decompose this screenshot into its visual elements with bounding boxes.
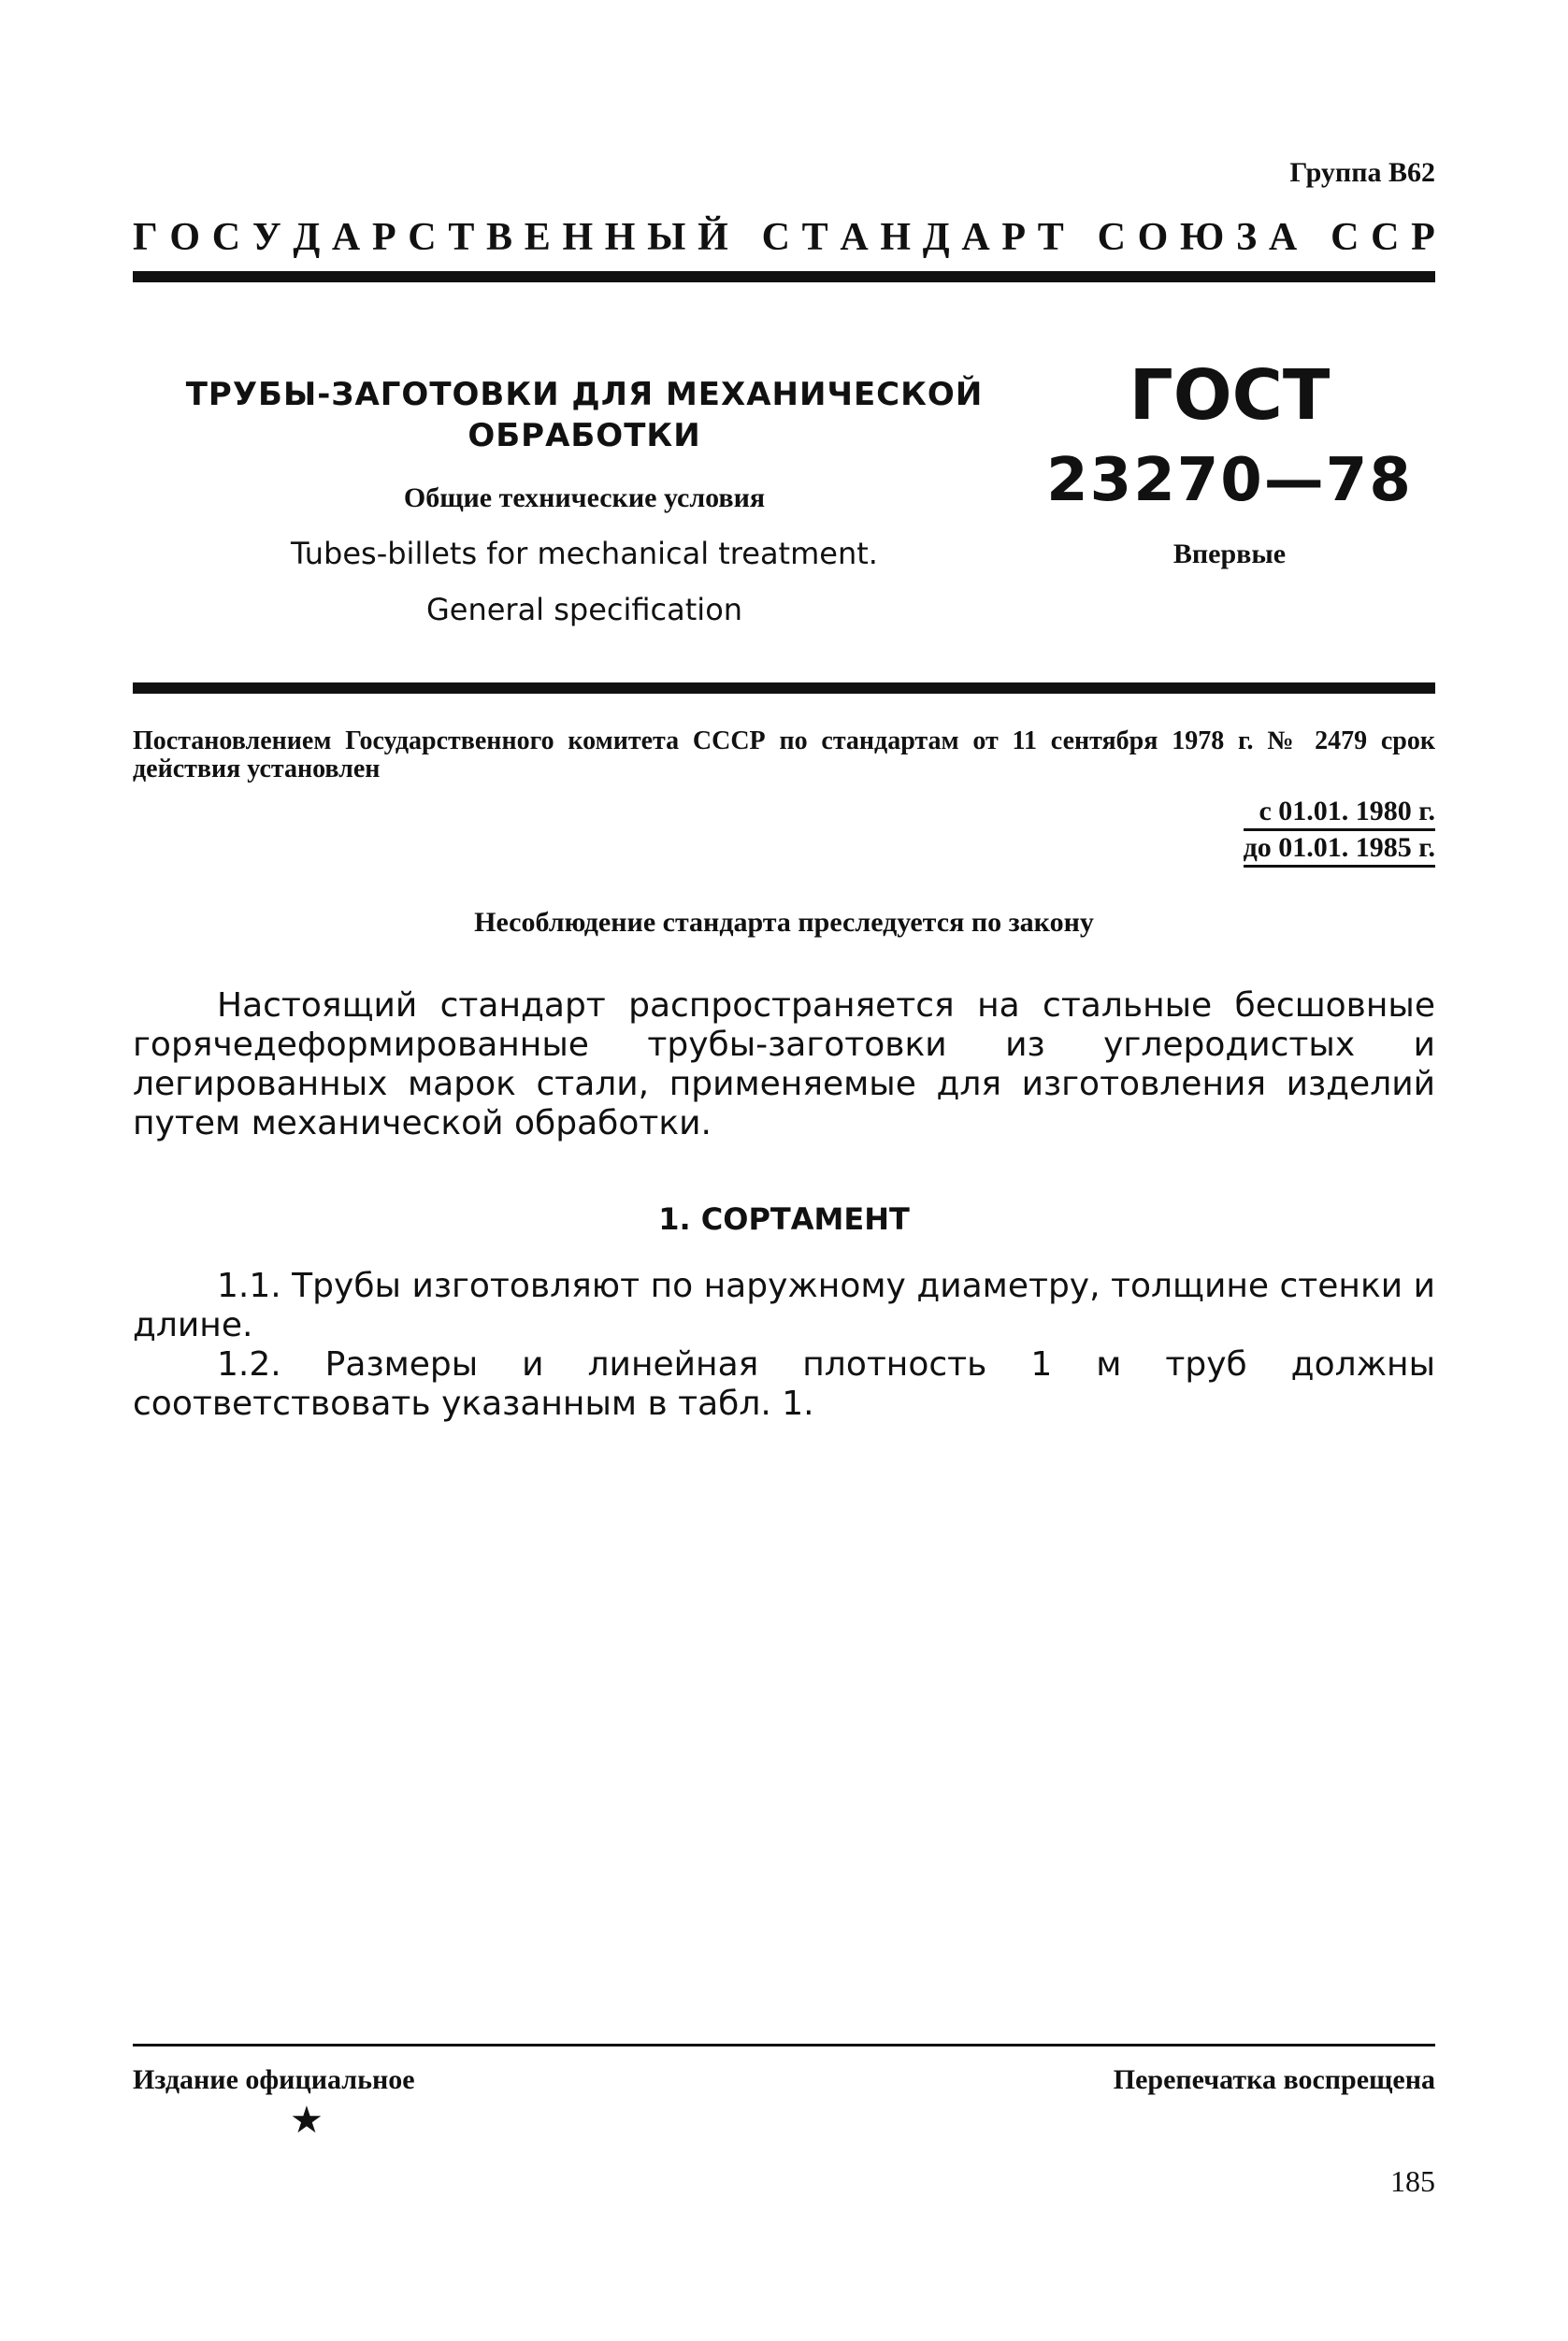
- state-title-letter: [1309, 215, 1319, 260]
- intro-text: Настоящий стандарт распространяется на стальные бесшовные горячедеформированные трубы-заготовки из углеродистых и легированных марок стали, применяемые для изготовления изделий путем механической обработки.: [133, 986, 1435, 1142]
- clause-1-1: 1.1. Трубы изготовляют по наружному диаметру, толщине стенки и длине.: [133, 1267, 1435, 1344]
- state-title-letter: Т: [448, 216, 475, 259]
- title-line-2: ОБРАБОТКИ: [468, 417, 701, 454]
- state-title-letter: Г: [133, 216, 158, 259]
- first-edition-note: Впервые: [1172, 539, 1287, 569]
- state-title-letter: Ы: [647, 216, 686, 259]
- state-title-letter: Е: [524, 216, 551, 259]
- state-title-letter: С: [1097, 216, 1126, 259]
- state-title-letter: С: [761, 216, 790, 259]
- state-title-letter: Й: [698, 216, 728, 259]
- state-title-letter: Р: [1411, 216, 1435, 259]
- validity-dates: [1244, 795, 1435, 868]
- state-title-letter: А: [331, 216, 361, 259]
- state-title-letter: О: [169, 216, 201, 259]
- state-title-letter: [1075, 215, 1086, 260]
- state-standard-title: [133, 215, 1435, 260]
- legal-notice: Несоблюдение стандарта преследуется по закону: [474, 907, 1094, 938]
- reprint-prohibited: Перепечатка воспрещена: [1113, 2064, 1435, 2095]
- title-english-1: Tubes-billets for mechanical treatment.: [291, 536, 878, 571]
- section-heading: 1. СОРТАМЕНТ: [658, 1201, 910, 1237]
- state-title-letter: С: [1331, 216, 1359, 259]
- header-rule: [133, 271, 1435, 282]
- page-number: 185: [1390, 2164, 1435, 2198]
- title-subtitle: Общие технические условия: [403, 482, 766, 513]
- state-title-letter: О: [1137, 216, 1169, 259]
- state-title-letter: Р: [1001, 216, 1027, 259]
- state-title-letter: С: [1371, 216, 1400, 259]
- state-title-letter: Н: [604, 216, 636, 259]
- state-title-letter: Ю: [1180, 216, 1225, 259]
- date-from: с 01.01. 1980 г.: [1259, 796, 1435, 826]
- date-to: до 01.01. 1985 г.: [1244, 828, 1435, 868]
- section-1-body: [133, 1267, 1435, 1424]
- title-line-1: ТРУБЫ-ЗАГОТОВКИ ДЛЯ МЕХАНИЧЕСКОЙ: [185, 376, 984, 413]
- state-title-letter: С: [211, 216, 241, 259]
- state-title-letter: В: [486, 216, 513, 259]
- intro-paragraph: [133, 986, 1435, 1143]
- gost-number: 23270—78: [1046, 446, 1413, 515]
- title-rule: [133, 682, 1435, 694]
- state-title-letter: [740, 215, 750, 260]
- state-title-letter: З: [1236, 216, 1258, 259]
- star-icon: ★: [290, 2099, 324, 2141]
- state-title-letter: С: [408, 216, 437, 259]
- gost-designation: [1019, 355, 1440, 570]
- footer-rule: [133, 2044, 1435, 2047]
- group-code: Группа В62: [1289, 157, 1435, 188]
- state-title-letter: А: [840, 216, 869, 259]
- state-title-letter: Р: [371, 216, 396, 259]
- state-title-letter: А: [961, 216, 990, 259]
- state-title-letter: Н: [562, 216, 594, 259]
- clause-1-2: 1.2. Размеры и линейная плотность 1 м труб должны соответствовать указанным в табл. 1.: [133, 1345, 1435, 1423]
- state-title-letter: Т: [801, 216, 828, 259]
- document-title-block: [168, 374, 1000, 626]
- state-title-letter: Д: [922, 216, 950, 259]
- gost-label: ГОСТ: [1129, 355, 1331, 436]
- title-english-2: General specification: [425, 592, 743, 627]
- state-title-letter: Т: [1037, 216, 1064, 259]
- state-title-letter: У: [252, 216, 281, 259]
- state-title-letter: А: [1268, 216, 1298, 259]
- state-title-letter: Д: [293, 216, 321, 259]
- state-title-letter: Н: [880, 216, 912, 259]
- official-edition: Издание официальное: [133, 2064, 415, 2095]
- decree-text: Постановлением Государственного комитета СССР по стандартам от 11 сентября 1978 г. № 2479 срок действия установлен: [133, 726, 1435, 783]
